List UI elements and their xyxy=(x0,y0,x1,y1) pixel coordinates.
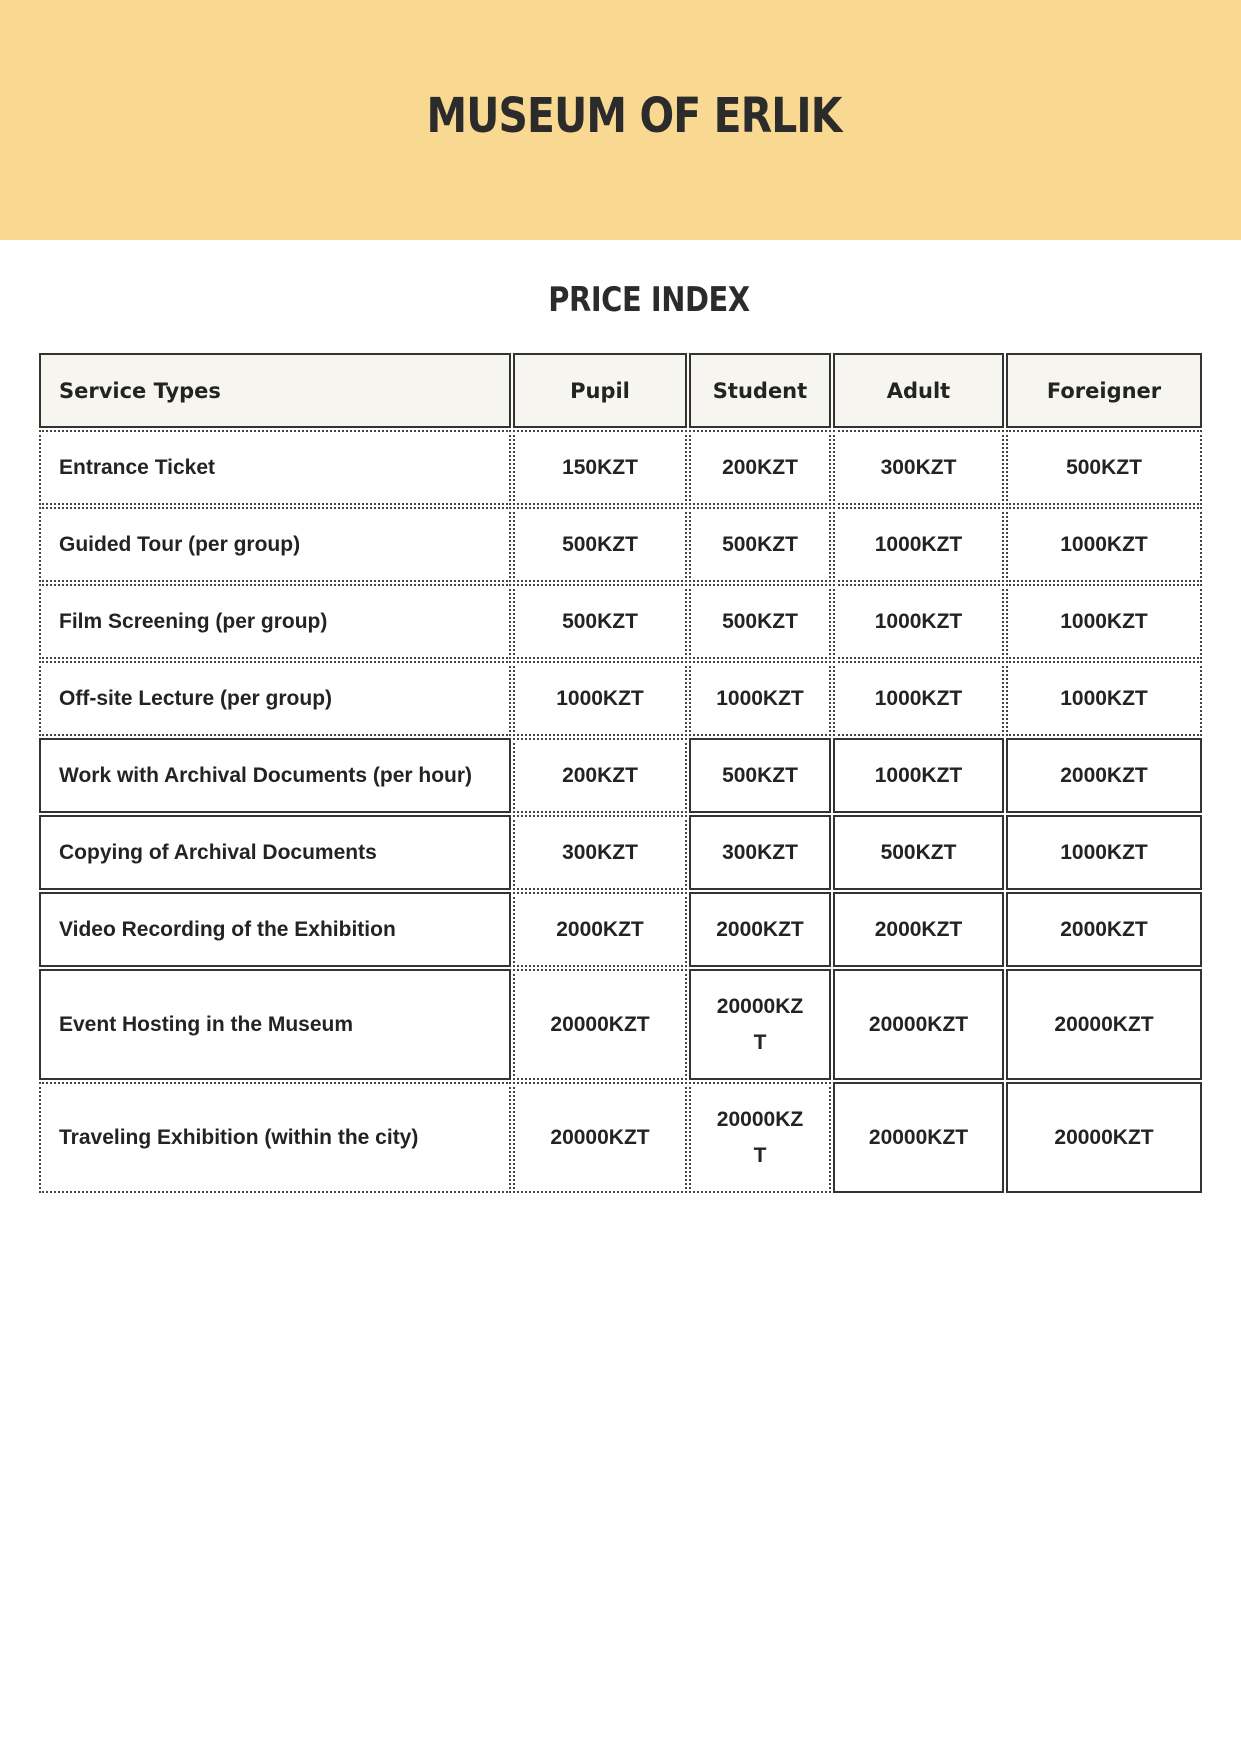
student-price-cell: 2000KZT xyxy=(689,892,831,967)
student-price-text: 20000KZT xyxy=(716,1107,804,1167)
adult-price-cell: 20000KZT xyxy=(833,1082,1004,1193)
student-price-cell: 500KZT xyxy=(689,507,831,582)
service-cell: Guided Tour (per group) xyxy=(39,507,511,582)
student-price-cell: 500KZT xyxy=(689,584,831,659)
foreigner-price-cell: 20000KZT xyxy=(1006,969,1202,1080)
museum-title: MUSEUM OF ERLIK xyxy=(426,88,842,144)
service-cell: Copying of Archival Documents xyxy=(39,815,511,890)
table-row xyxy=(39,584,1202,659)
column-header-student: Student xyxy=(689,353,831,428)
column-header-service-types: Service Types xyxy=(39,353,511,428)
pupil-price-cell: 2000KZT xyxy=(513,892,687,967)
price-index-title: PRICE INDEX xyxy=(548,280,750,320)
pupil-price-cell: 500KZT xyxy=(513,584,687,659)
foreigner-price-cell: 1000KZT xyxy=(1006,815,1202,890)
adult-price-cell: 1000KZT xyxy=(833,738,1004,813)
foreigner-price-cell: 1000KZT xyxy=(1006,661,1202,736)
table-row xyxy=(39,892,1202,967)
service-cell: Event Hosting in the Museum xyxy=(39,969,511,1080)
pupil-price-cell: 150KZT xyxy=(513,430,687,505)
foreigner-price-cell: 1000KZT xyxy=(1006,584,1202,659)
student-price-cell: 500KZT xyxy=(689,738,831,813)
foreigner-price-cell: 1000KZT xyxy=(1006,507,1202,582)
student-price-cell: 300KZT xyxy=(689,815,831,890)
foreigner-price-cell: 500KZT xyxy=(1006,430,1202,505)
service-cell: Traveling Exhibition (within the city) xyxy=(39,1082,511,1193)
pupil-price-cell: 20000KZT xyxy=(513,969,687,1080)
table-row xyxy=(39,430,1202,505)
adult-price-cell: 1000KZT xyxy=(833,507,1004,582)
adult-price-cell: 1000KZT xyxy=(833,584,1004,659)
foreigner-price-cell: 2000KZT xyxy=(1006,892,1202,967)
column-header-foreigner: Foreigner xyxy=(1006,353,1202,428)
pupil-price-cell: 200KZT xyxy=(513,738,687,813)
table-row xyxy=(39,815,1202,890)
service-cell: Entrance Ticket xyxy=(39,430,511,505)
table-row xyxy=(39,661,1202,736)
student-price-cell: 1000KZT xyxy=(689,661,831,736)
foreigner-price-cell: 2000KZT xyxy=(1006,738,1202,813)
column-header-adult: Adult xyxy=(833,353,1004,428)
foreigner-price-cell: 20000KZT xyxy=(1006,1082,1202,1193)
service-cell: Video Recording of the Exhibition xyxy=(39,892,511,967)
pupil-price-cell: 500KZT xyxy=(513,507,687,582)
service-cell: Off-site Lecture (per group) xyxy=(39,661,511,736)
table-row xyxy=(39,738,1202,813)
student-price-cell: 200KZT xyxy=(689,430,831,505)
table-row xyxy=(39,507,1202,582)
table-row xyxy=(39,1082,1202,1193)
student-price-cell xyxy=(689,1082,831,1193)
pupil-price-cell: 20000KZT xyxy=(513,1082,687,1193)
adult-price-cell: 500KZT xyxy=(833,815,1004,890)
price-table xyxy=(37,351,1204,1195)
student-price-cell xyxy=(689,969,831,1080)
service-cell: Work with Archival Documents (per hour) xyxy=(39,738,511,813)
service-cell: Film Screening (per group) xyxy=(39,584,511,659)
adult-price-cell: 1000KZT xyxy=(833,661,1004,736)
adult-price-cell: 300KZT xyxy=(833,430,1004,505)
adult-price-cell: 20000KZT xyxy=(833,969,1004,1080)
pupil-price-cell: 300KZT xyxy=(513,815,687,890)
pupil-price-cell: 1000KZT xyxy=(513,661,687,736)
table-header-row xyxy=(39,353,1202,428)
student-price-text: 20000KZT xyxy=(716,994,804,1054)
column-header-pupil: Pupil xyxy=(513,353,687,428)
table-row xyxy=(39,969,1202,1080)
adult-price-cell: 2000KZT xyxy=(833,892,1004,967)
